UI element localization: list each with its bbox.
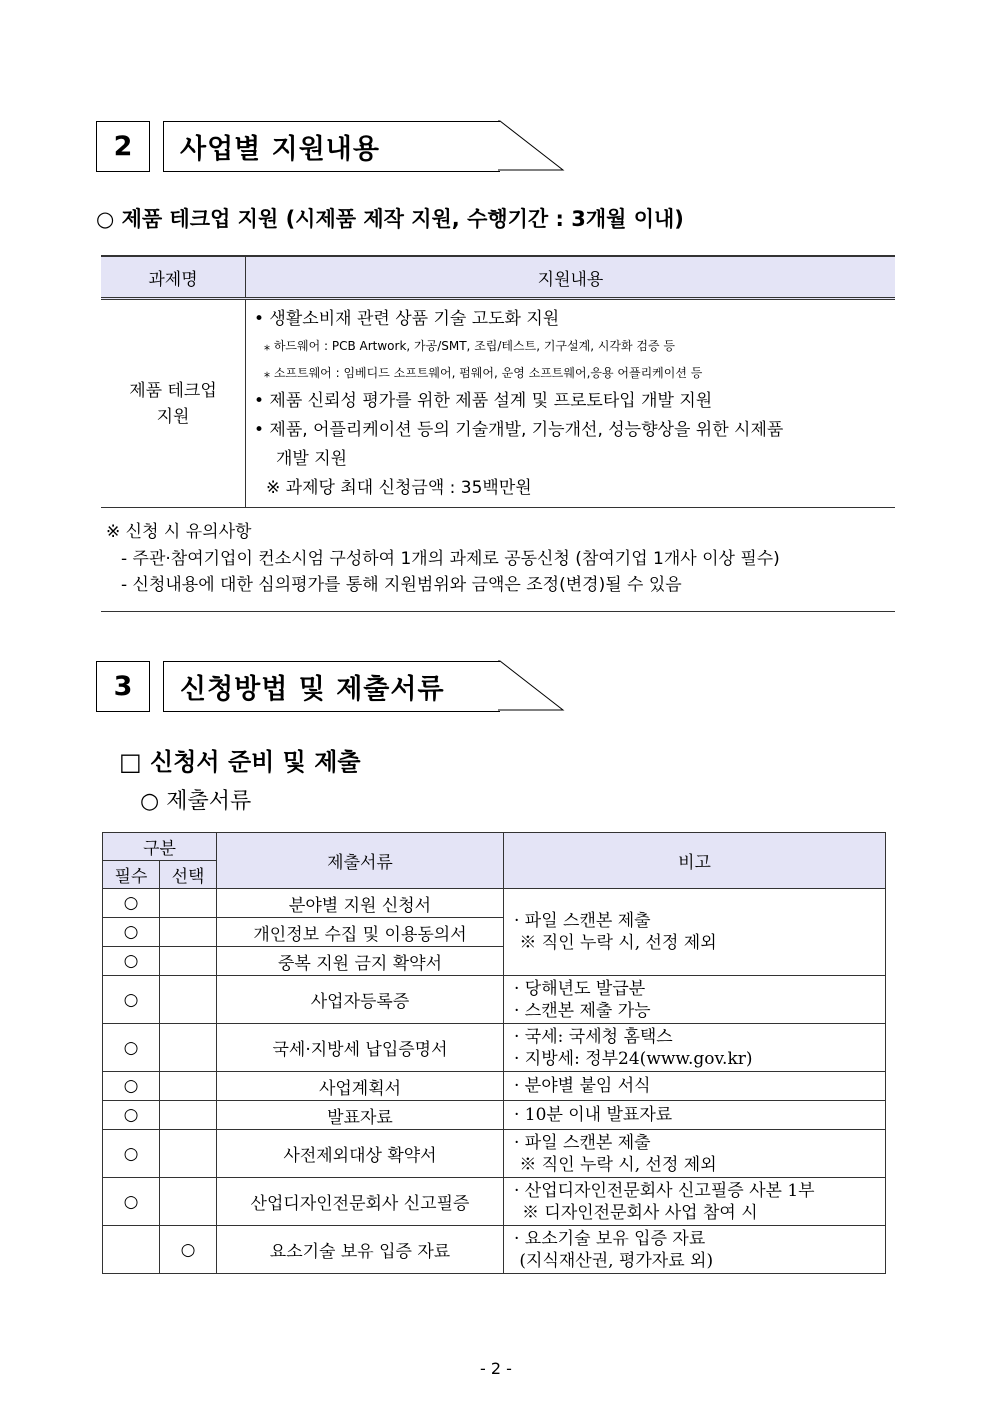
col-header-category: 구분	[103, 833, 217, 861]
remarks-line: (지식재산권, 평가자료 외)	[514, 1250, 714, 1271]
table-row	[103, 1178, 886, 1226]
content-line: 개발 지원	[276, 449, 348, 469]
content-line: • 생활소비재 관련 상품 기술 고도화 지원	[254, 309, 560, 329]
doc-name: 사업자등록증	[217, 976, 504, 1024]
remarks-cell: · 10분 이내 발표자료	[504, 1101, 886, 1130]
required-mark: ○	[103, 976, 160, 1024]
table-row	[103, 1130, 886, 1178]
remarks-cell: · 분야별 붙임 서식	[504, 1072, 886, 1101]
required-mark: ○	[103, 1178, 160, 1226]
required-mark: ○	[103, 947, 160, 976]
remarks-line: · 스캔본 제출 가능	[514, 1000, 651, 1021]
remarks-line: · 요소기술 보유 입증 자료	[514, 1228, 706, 1249]
section-2-heading: ○ 제품 테크업 지원 (시제품 제작 지원, 수행기간 : 3개월 이내)	[96, 207, 684, 231]
content-note: ※ 과제당 최대 신청금액 : 35백만원	[266, 478, 532, 498]
notes-item: - 신청내용에 대한 심의평가를 통해 지원범위와 금액은 조정(변경)될 수 있음	[121, 575, 682, 595]
remarks-cell	[504, 889, 886, 976]
remarks-cell	[504, 1130, 886, 1178]
notes-title: ※ 신청 시 유의사항	[106, 522, 252, 542]
remarks-cell	[504, 1178, 886, 1226]
optional-mark	[160, 947, 217, 976]
required-mark: ○	[103, 1130, 160, 1178]
optional-mark	[160, 1101, 217, 1130]
table-row	[103, 1024, 886, 1072]
section-header-arrow-icon	[498, 660, 566, 712]
task-name-line: 제품 테크업	[129, 380, 217, 401]
doc-name: 국세·지방세 납입증명서	[217, 1024, 504, 1072]
doc-name: 요소기술 보유 입증 자료	[217, 1226, 504, 1274]
doc-name: 사전제외대상 확약서	[217, 1130, 504, 1178]
submission-docs-label: ○ 제출서류	[140, 789, 252, 814]
optional-mark	[160, 918, 217, 947]
doc-name: 산업디자인전문회사 신고필증	[217, 1178, 504, 1226]
remarks-line: ※ 디자인전문회사 사업 참여 시	[522, 1202, 758, 1223]
doc-name: 발표자료	[217, 1101, 504, 1130]
task-name-cell	[101, 299, 246, 508]
remarks-line: · 산업디자인전문회사 신고필증 사본 1부	[514, 1180, 815, 1201]
col-header-content: 지원내용	[246, 256, 896, 299]
required-mark: ○	[103, 918, 160, 947]
content-line: • 제품, 어플리케이션 등의 기술개발, 기능개선, 성능향상을 위한 시제품	[254, 420, 784, 440]
remarks-line: ※ 직인 누락 시, 선정 제외	[514, 1154, 717, 1175]
content-sub-line: ⁎ 소프트웨어 : 임베디드 소프트웨어, 펌웨어, 운영 소프트웨어,응용 어플리케이션 등	[264, 366, 703, 380]
required-mark: ○	[103, 889, 160, 918]
optional-mark	[160, 1072, 217, 1101]
remarks-cell	[504, 976, 886, 1024]
col-header-task: 과제명	[101, 256, 246, 299]
notes-item: - 주관·참여기업이 컨소시엄 구성하여 1개의 과제로 공동신청 (참여기업 1개사 이상 필수)	[121, 549, 780, 569]
remarks-line: · 파일 스캔본 제출	[514, 1132, 651, 1153]
section-number: 3	[96, 661, 150, 712]
submission-docs-table	[102, 832, 886, 1274]
remarks-line: · 국세: 국세청 홈택스	[514, 1026, 673, 1047]
section-title: 신청방법 및 제출서류	[180, 674, 445, 705]
remarks-line: · 지방세: 정부24(www.gov.kr)	[514, 1048, 753, 1069]
optional-mark	[160, 1130, 217, 1178]
section-number: 2	[96, 121, 150, 172]
section-title: 사업별 지원내용	[180, 134, 380, 165]
application-notes	[101, 519, 895, 612]
col-header-remarks: 비고	[504, 833, 886, 889]
required-mark	[103, 1226, 160, 1274]
content-sub-line: ⁎ 하드웨어 : PCB Artwork, 가공/SMT, 조립/테스트, 기구설계, 시각화 검증 등	[264, 339, 676, 353]
optional-mark: ○	[160, 1226, 217, 1274]
support-content-cell	[246, 299, 896, 508]
optional-mark	[160, 889, 217, 918]
page-number: - 2 -	[480, 1359, 512, 1378]
table-row	[103, 976, 886, 1024]
required-mark: ○	[103, 1024, 160, 1072]
task-name-line: 지원	[156, 406, 190, 427]
doc-name: 개인정보 수집 및 이용동의서	[217, 918, 504, 947]
table-row	[103, 1226, 886, 1274]
doc-name: 사업계획서	[217, 1072, 504, 1101]
support-content-table	[101, 255, 895, 508]
section-header-arrow-icon	[498, 120, 566, 172]
col-header-optional: 선택	[160, 861, 217, 889]
content-line: • 제품 신뢰성 평가를 위한 제품 설계 및 프로토타입 개발 지원	[254, 391, 713, 411]
table-row	[103, 1101, 886, 1130]
doc-name: 분야별 지원 신청서	[217, 889, 504, 918]
remarks-line: · 파일 스캔본 제출	[514, 911, 651, 931]
optional-mark	[160, 1024, 217, 1072]
required-mark: ○	[103, 1072, 160, 1101]
table-row	[103, 1072, 886, 1101]
col-header-required: 필수	[103, 861, 160, 889]
optional-mark	[160, 1178, 217, 1226]
required-mark: ○	[103, 1101, 160, 1130]
table-row	[103, 889, 886, 918]
col-header-docs: 제출서류	[217, 833, 504, 889]
section-3-subheading: □ 신청서 준비 및 제출	[119, 748, 361, 776]
doc-name: 중복 지원 금지 확약서	[217, 947, 504, 976]
remarks-line: · 당해년도 발급분	[514, 978, 646, 999]
remarks-line: ※ 직인 누락 시, 선정 제외	[514, 933, 717, 953]
remarks-cell	[504, 1024, 886, 1072]
remarks-cell	[504, 1226, 886, 1274]
optional-mark	[160, 976, 217, 1024]
